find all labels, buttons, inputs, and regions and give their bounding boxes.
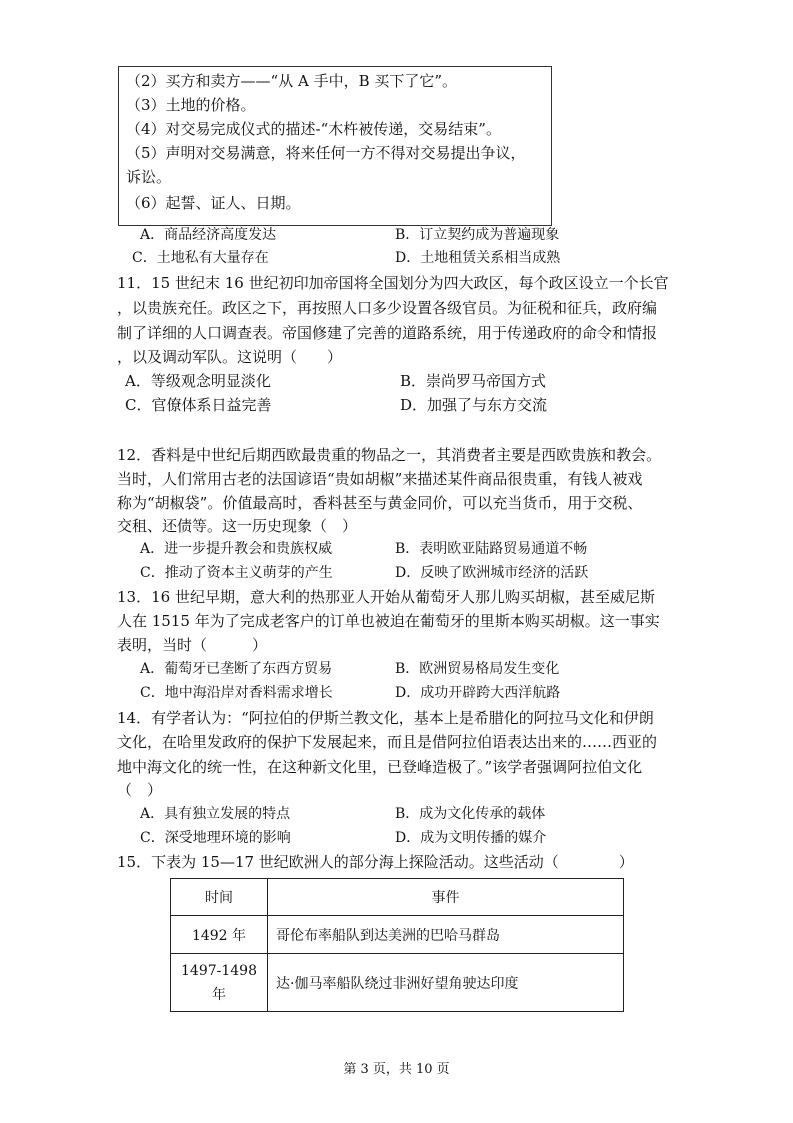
option-b: B．欧洲贸易格局发生变化 xyxy=(395,661,560,677)
table-cell-event: 达·伽马率船队绕过非洲好望角驶达印度 xyxy=(268,954,624,1012)
box-line: （3）土地的价格。 xyxy=(126,96,256,114)
q13-stem-line: 人在 1515 年为了完成老客户的订单也被迫在葡萄牙的里斯本购买胡椒。这一事实 xyxy=(117,612,660,630)
column-header-time: 时间 xyxy=(171,879,268,916)
page-footer: 第 3 页，共 10 页 xyxy=(343,1062,450,1077)
option-b: B．成为文化传承的载体 xyxy=(395,806,546,822)
table-cell-event: 哥伦布率船队到达美洲的巴哈马群岛 xyxy=(268,916,624,954)
option-b: B．订立契约成为普遍现象 xyxy=(395,227,560,243)
option-d: D．成功开辟跨大西洋航路 xyxy=(395,685,561,701)
option-c: C．土地私有大量存在 xyxy=(132,250,269,266)
box-line: 诉讼。 xyxy=(126,168,172,186)
q11-stem-line: ，以贵族充任。政区之下，再按照人口多少设置各级官员。为征税和征兵，政府编 xyxy=(117,299,658,317)
q15-stem: 15．下表为 15—17 世纪欧洲人的部分海上探险活动。这些活动（ ） xyxy=(117,853,634,871)
q12-stem-line: 交租、还债等。这一历史现象（ ） xyxy=(117,517,358,535)
option-a: A．葡萄牙已垄断了东西方贸易 xyxy=(140,661,333,677)
column-header-event: 事件 xyxy=(268,879,624,916)
option-c: C．深受地理环境的影响 xyxy=(140,830,291,846)
option-d: D．成为文明传播的媒介 xyxy=(395,830,547,846)
box-line: （2）买方和卖方——“从 A 手中，B 买下了它”。 xyxy=(126,72,458,90)
option-c: C．推动了资本主义萌芽的产生 xyxy=(140,565,333,581)
q14-stem-line: （ ） xyxy=(117,781,163,799)
option-c: C．官僚体系日益完善 xyxy=(125,396,272,414)
q14-stem-line: 14．有学者认为：“阿拉伯的伊斯兰教文化，基本上是希腊化的阿拉马文化和伊朗 xyxy=(117,709,654,727)
box-line: （5）声明对交易满意，将来任何一方不得对交易提出争议， xyxy=(126,144,526,162)
q14-stem-line: 地中海文化的统一性，在这种新文化里，已登峰造极了。”该学者强调阿拉伯文化 xyxy=(117,758,643,776)
q12-stem-line: 称为“胡椒袋”。价值最高时，香料甚至与黄金同价，可以充当货币，用于交税、 xyxy=(117,494,643,512)
option-a: A．进一步提升教会和贵族权威 xyxy=(140,541,333,557)
table-row xyxy=(171,954,624,1012)
q12-stem-line: 12．香料是中世纪后期西欧最贵重的物品之一，其消费者主要是西欧贵族和教会。 xyxy=(117,446,662,464)
q11-stem-line: 制了详细的人口调查表。帝国修建了完善的道路系统，用于传递政府的命令和情报 xyxy=(117,324,658,342)
option-d: D．土地租赁关系相当成熟 xyxy=(395,250,561,266)
q13-stem-line: 表明，当时（ ） xyxy=(117,636,268,654)
option-b: B．崇尚罗马帝国方式 xyxy=(400,372,547,390)
option-a: A．具有独立发展的特点 xyxy=(140,806,291,822)
option-b: B．表明欧亚陆路贸易通道不畅 xyxy=(395,541,588,557)
q12-stem-line: 当时，人们常用古老的法国谚语“贵如胡椒”来描述某件商品很贵重，有钱人被戏 xyxy=(117,470,643,488)
option-d: D．反映了欧洲城市经济的活跃 xyxy=(395,565,589,581)
exploration-table xyxy=(170,878,624,1012)
q11-stem-line: 11．15 世纪末 16 世纪初印加帝国将全国划分为四大政区，每个政区设立一个长官 xyxy=(117,274,669,292)
option-a: A．商品经济高度发达 xyxy=(140,227,277,243)
option-a: A．等级观念明显淡化 xyxy=(125,372,271,390)
q14-stem-line: 文化，在哈里发政府的保护下发展起来，而且是借阿拉伯语表达出来的……西亚的 xyxy=(117,733,658,751)
q13-stem-line: 13．16 世纪早期，意大利的热那亚人开始从葡萄牙人那儿购买胡椒，甚至威尼斯 xyxy=(117,588,655,606)
option-c: C．地中海沿岸对香料需求增长 xyxy=(140,685,333,701)
box-line: （6）起誓、证人、日期。 xyxy=(126,194,301,212)
table-header-row xyxy=(171,879,624,916)
table-cell-time xyxy=(171,954,268,1012)
time-line-1: 1497-1498 xyxy=(181,962,257,979)
box-line: （4）对交易完成仪式的描述-“木杵被传递，交易结束”。 xyxy=(126,120,501,138)
option-d: D．加强了与东方交流 xyxy=(400,396,548,414)
q11-stem-line: ，以及调动军队。这说明（ ） xyxy=(117,348,343,366)
time-line-2: 年 xyxy=(212,986,226,1003)
table-cell-time: 1492 年 xyxy=(171,916,268,954)
table-row xyxy=(171,916,624,954)
